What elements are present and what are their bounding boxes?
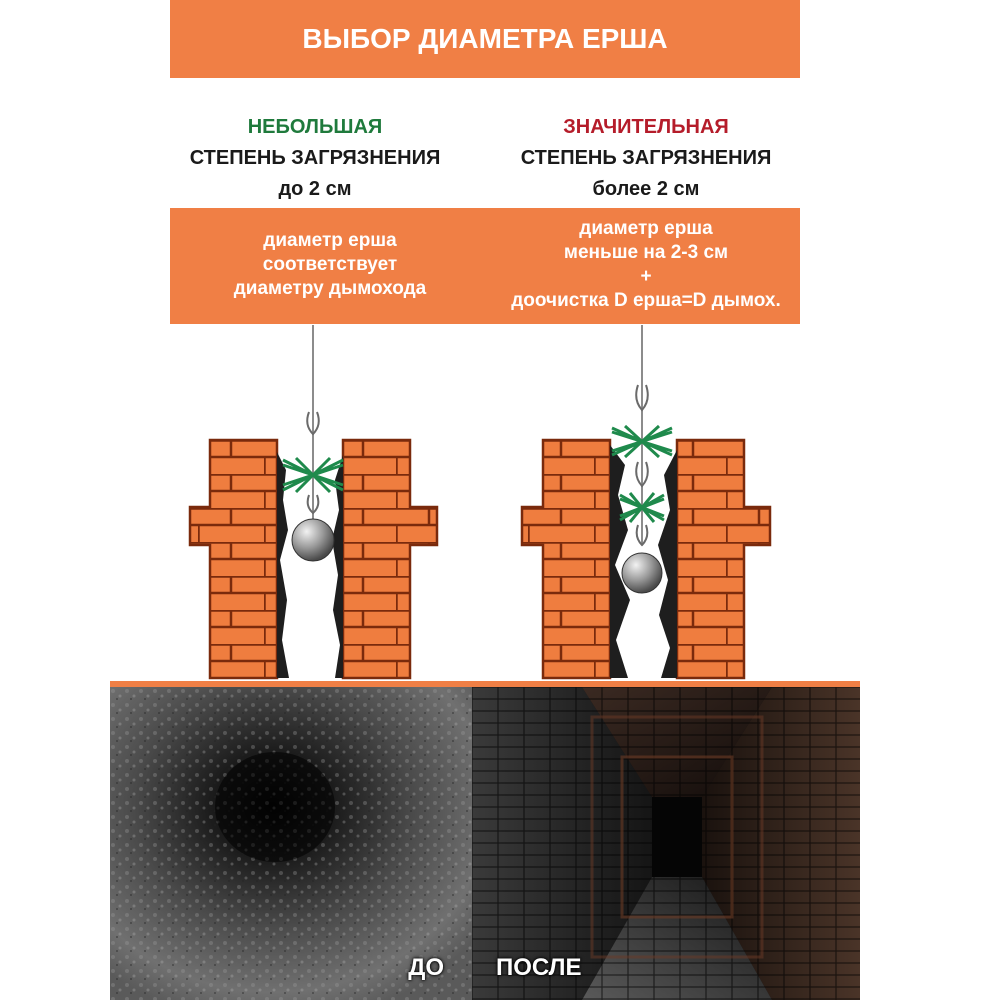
weight-ball-icon <box>292 519 334 561</box>
recommendation-line: доочистка D ерша=D дымох. <box>511 290 781 311</box>
soot-deposit-right <box>658 450 677 678</box>
recommendation-large <box>490 217 802 313</box>
weight-ball-icon <box>622 553 662 593</box>
brick-wall-right <box>677 440 770 678</box>
photo-after <box>472 687 860 1000</box>
contamination-level-large: ЗНАЧИТЕЛЬНАЯ <box>563 116 729 138</box>
photo-before <box>110 687 472 1000</box>
recommendation-line: + <box>640 266 652 287</box>
brick-wall-left <box>190 440 277 678</box>
recommendation-small <box>170 229 490 301</box>
contamination-degree-label: СТЕПЕНЬ ЗАГРЯЗНЕНИЯ <box>189 147 441 169</box>
chimney-large-contamination <box>522 325 770 678</box>
recommendation-line: диаметр ерша <box>263 230 397 251</box>
recommendation-line: соответствует <box>262 254 398 275</box>
before-label: ДО <box>408 954 444 981</box>
chimney-small-contamination <box>190 325 437 678</box>
brick-wall-right <box>343 440 437 678</box>
after-label: ПОСЛЕ <box>496 954 582 981</box>
column-header-small <box>150 112 480 205</box>
contamination-thickness: до 2 см <box>278 178 352 200</box>
title-banner <box>170 0 800 78</box>
contamination-degree-label: СТЕПЕНЬ ЗАГРЯЗНЕНИЯ <box>520 147 772 169</box>
contamination-level-small: НЕБОЛЬШАЯ <box>247 116 383 138</box>
recommendation-line: диаметру дымохода <box>233 278 427 299</box>
page-title: ВЫБОР ДИАМЕТРА ЕРША <box>302 23 668 54</box>
chimney-diagram <box>0 325 1000 685</box>
column-header-large <box>481 112 811 205</box>
contamination-thickness: более 2 см <box>592 178 700 200</box>
recommendation-line: диаметр ерша <box>579 218 713 239</box>
recommendation-line: меньше на 2-3 см <box>563 242 729 263</box>
brick-wall-left <box>522 440 610 678</box>
soot-deposit-left <box>277 452 289 678</box>
